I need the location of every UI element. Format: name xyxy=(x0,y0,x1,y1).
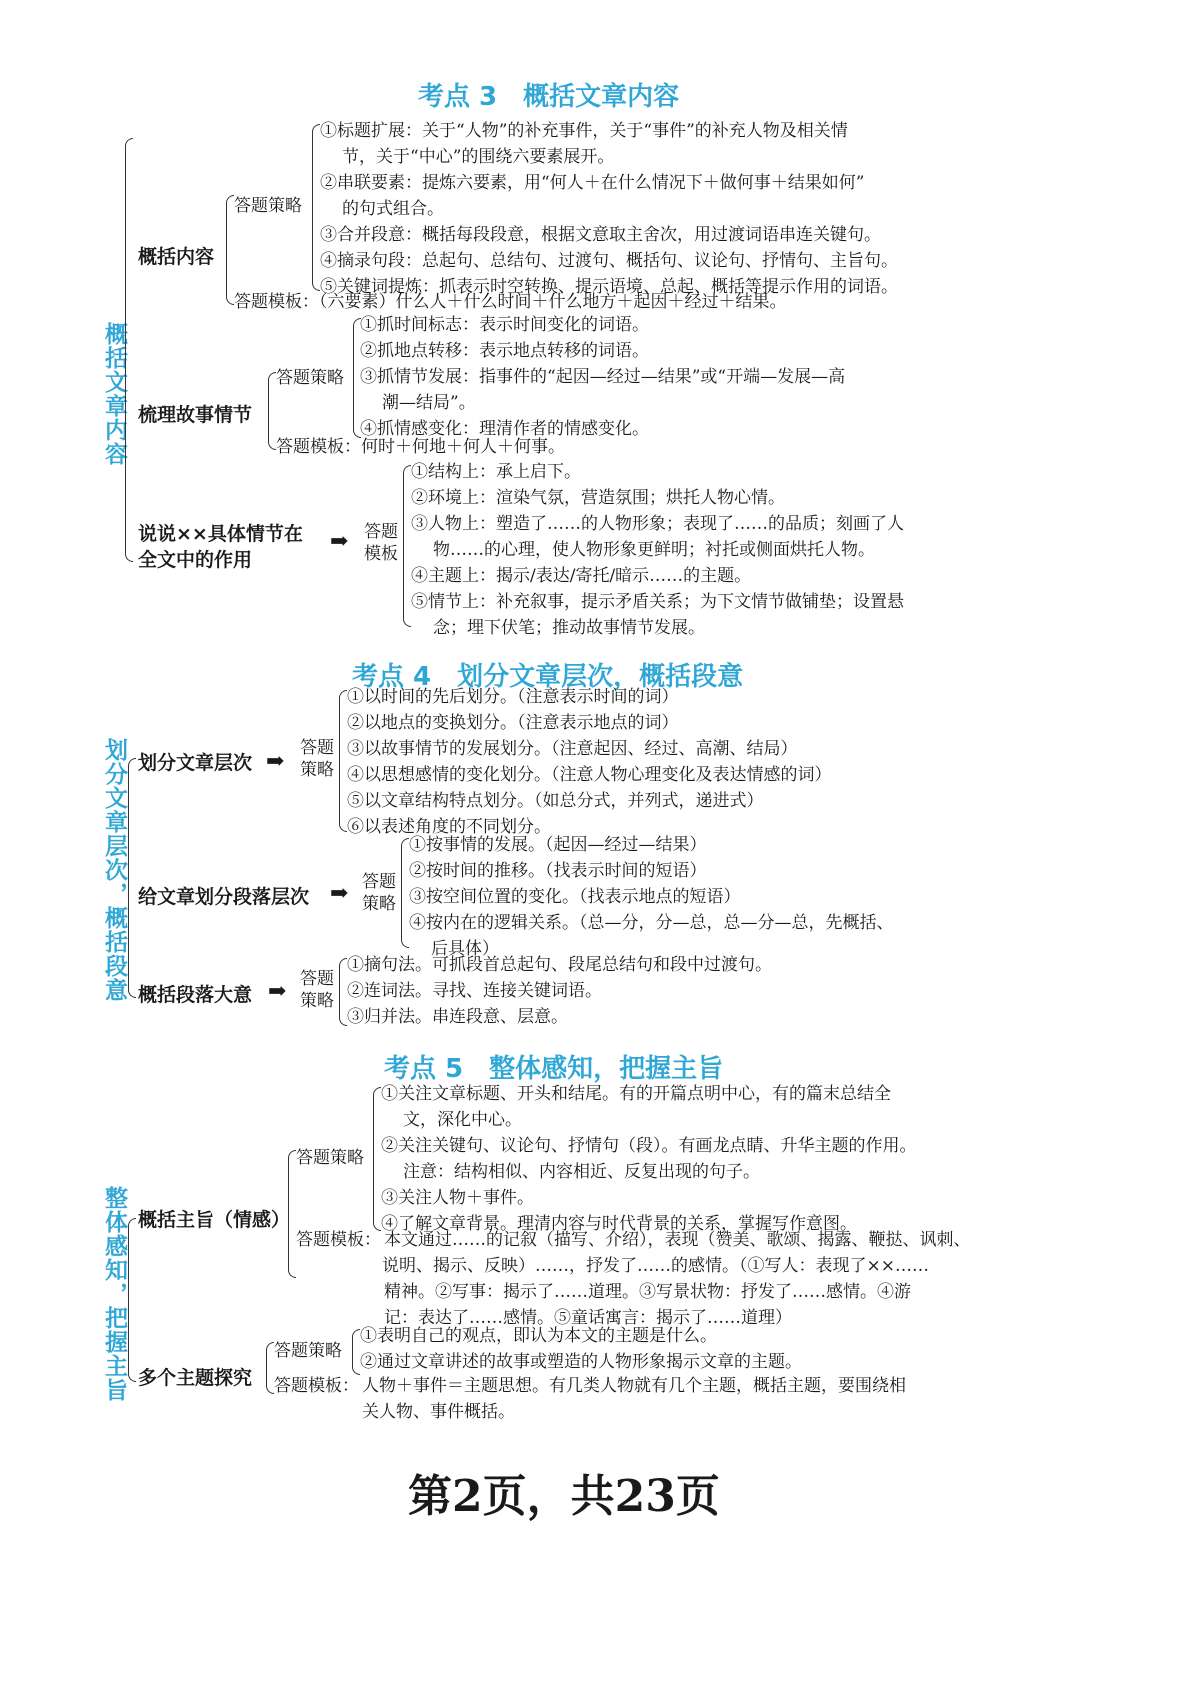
list-item: ⑤以文章结构特点划分。（如总分式，并列式，递进式） xyxy=(347,791,764,811)
plot-strategy-list xyxy=(360,312,845,442)
label-line: 答题 xyxy=(364,522,398,542)
theme-summary-brace xyxy=(288,1150,296,1278)
list-item: ③人物上：塑造了……的人物形象；表现了……的品质；刻画了人 xyxy=(411,514,904,534)
list-item: ④按内在的逻辑关系。（总—分，分—总，总—分—总，先概括、 xyxy=(409,913,894,933)
list-item: 节，关于“中心”的围绕六要素展开。 xyxy=(342,147,615,167)
template-line: 关人物、事件概括。 xyxy=(362,1402,515,1422)
arrow-right-icon: ➡ xyxy=(268,978,287,1004)
list-item: ④以思想感情的变化划分。（注意人物心理变化及表达情感的词） xyxy=(347,765,832,785)
list-item: ③按空间位置的变化。（找表示地点的短语） xyxy=(409,887,741,907)
list-item: ②串联要素：提炼六要素，用“何人＋在什么情况下＋做何事＋结果如何” xyxy=(320,173,865,193)
plot-role-label-line2: 全文中的作用 xyxy=(138,549,253,571)
list-item: ④摘录句段：总起句、总结句、过渡句、概括句、议论句、抒情句、主旨句。 xyxy=(320,251,898,271)
paragraph-strategy-label xyxy=(362,871,396,915)
arrow-right-icon: ➡ xyxy=(330,528,349,554)
multi-theme-label: 多个主题探究 xyxy=(138,1367,253,1389)
list-item: ②连词法。寻找、连接关键词语。 xyxy=(347,981,602,1001)
list-item: ①结构上：承上启下。 xyxy=(411,462,581,482)
plot-role-list xyxy=(411,459,904,641)
paragraph-strategy-brace xyxy=(401,838,409,948)
list-item: ①摘句法。可抓段首总起句、段尾总结句和段中过渡句。 xyxy=(347,955,772,975)
section-3-title: 考点 3 概括文章内容 xyxy=(418,82,680,112)
list-item: ②通过文章讲述的故事或塑造的人物形象揭示文章的主题。 xyxy=(360,1352,802,1372)
summary-content-label: 概括内容 xyxy=(138,246,215,268)
list-item: ②抓地点转移：表示地点转移的词语。 xyxy=(360,341,649,361)
summary-strategy-label: 答题策略 xyxy=(234,196,302,216)
section-4-title: 考点 4 划分文章层次，概括段意 xyxy=(352,662,744,692)
plot-strategy-label: 答题策略 xyxy=(276,368,344,388)
multi-theme-strategy-brace xyxy=(352,1329,360,1375)
plot-template: 答题模板：何时＋何地＋何人＋何事。 xyxy=(276,437,565,457)
summary-strategy-list xyxy=(320,118,898,300)
template-line: 人物＋事件＝主题思想。有几类人物就有几个主题，概括主题，要围绕相 xyxy=(362,1376,906,1396)
list-item: ①关注文章标题、开头和结尾。有的开篇点明中心，有的篇末总结全 xyxy=(381,1084,891,1104)
list-item: ④抓情感变化：理清作者的情感变化。 xyxy=(360,419,649,439)
theme-strategy-label: 答题策略 xyxy=(296,1148,364,1168)
label-line: 策略 xyxy=(362,894,396,914)
multi-theme-template-label: 答题模板： xyxy=(274,1376,359,1396)
layer-strategy-list xyxy=(347,684,832,840)
multi-theme-brace xyxy=(266,1342,274,1394)
list-item: ③关注人物＋事件。 xyxy=(381,1188,534,1208)
list-item: ②以地点的变换划分。（注意表示地点的词） xyxy=(347,713,679,733)
section-3-main-brace xyxy=(125,138,133,562)
paragraph-summary-list xyxy=(347,952,772,1030)
arrow-right-icon: ➡ xyxy=(266,748,285,774)
plot-role-template-label xyxy=(364,521,398,565)
list-item: ②环境上：渲染气氛，营造氛围；烘托人物心情。 xyxy=(411,488,785,508)
list-item: 潮—结局”。 xyxy=(382,393,476,413)
section-5-title: 考点 5 整体感知，把握主旨 xyxy=(384,1054,724,1084)
section-3-side-title: 概括文章内容 xyxy=(101,322,127,466)
plot-role-label-line1: 说说××具体情节在 xyxy=(138,523,303,545)
template-line: 本文通过……的记叙（描写、介绍），表现（赞美、歌颂、揭露、鞭挞、讽刺、 xyxy=(384,1230,971,1250)
multi-theme-strategy-label: 答题策略 xyxy=(274,1341,342,1361)
template-line: 记：表达了……感情。⑤童话寓言：揭示了……道理） xyxy=(384,1308,792,1328)
list-item: ⑤关键词提炼：抓表示时空转换、提示语境、总起、概括等提示作用的词语。 xyxy=(320,277,898,297)
list-item: ②按时间的推移。（找表示时间的短语） xyxy=(409,861,707,881)
layer-strategy-label xyxy=(300,737,334,781)
list-item: ①标题扩展：关于“人物”的补充事件，关于“事件”的补充人物及相关情 xyxy=(320,121,848,141)
page-number-footer: 第2页，共23页 xyxy=(408,1471,720,1522)
paragraph-summary-strategy-label xyxy=(300,968,334,1012)
multi-theme-strategy-list xyxy=(360,1323,802,1375)
list-item: 物……的心理，使人物形象更鲜明；衬托或侧面烘托人物。 xyxy=(433,540,875,560)
arrow-right-icon: ➡ xyxy=(330,880,349,906)
theme-summary-label: 概括主旨（情感） xyxy=(138,1209,291,1231)
list-item: ①按事情的发展。（起因—经过—结果） xyxy=(409,835,707,855)
list-item: ⑥以表述角度的不同划分。 xyxy=(347,817,551,837)
summary-content-brace xyxy=(226,195,234,305)
label-line: 答题 xyxy=(362,872,396,892)
plot-role-brace xyxy=(403,465,411,627)
theme-template-text xyxy=(384,1227,971,1331)
section-5-side-title: 整体感知，把握主旨 xyxy=(101,1186,127,1402)
list-item: 注意：结构相似、内容相近、反复出现的句子。 xyxy=(403,1162,760,1182)
list-item: ①表明自己的观点，即认为本文的主题是什么。 xyxy=(360,1326,717,1346)
template-line: 说明、揭示、反映）……，抒发了……的感情。（①写人：表现了××…… xyxy=(382,1256,929,1276)
list-item: 文，深化中心。 xyxy=(403,1110,522,1130)
multi-theme-template-text xyxy=(362,1373,906,1425)
label-line: 策略 xyxy=(300,991,334,1011)
theme-template-label: 答题模板： xyxy=(296,1230,381,1250)
paragraph-summary-label: 概括段落大意 xyxy=(138,984,253,1006)
list-item: 后具体） xyxy=(431,939,499,959)
template-line: 精神。②写事：揭示了……道理。③写景状物：抒发了……感情。④游 xyxy=(384,1282,911,1302)
paragraph-strategy-list xyxy=(409,832,894,962)
layer-strategy-brace xyxy=(339,690,347,832)
list-item: ③合并段意：概括每段段意，根据文意取主舍次，用过渡词语串连关键句。 xyxy=(320,225,881,245)
list-item: ③归并法。串连段意、层意。 xyxy=(347,1007,568,1027)
section-4-side-title: 划分文章层次，概括段意 xyxy=(101,738,127,1002)
theme-strategy-list xyxy=(381,1081,917,1237)
paragraph-divide-label: 给文章划分段落层次 xyxy=(138,886,310,908)
list-item: ③抓情节发展：指事件的“起因—经过—结果”或“开端—发展—高 xyxy=(360,367,846,387)
plot-outline-label: 梳理故事情节 xyxy=(138,404,253,426)
label-line: 答题 xyxy=(300,738,334,758)
label-line: 策略 xyxy=(300,760,334,780)
list-item: ⑤情节上：补充叙事，提示矛盾关系；为下文情节做铺垫；设置悬 xyxy=(411,592,904,612)
list-item: 念；埋下伏笔；推动故事情节发展。 xyxy=(433,618,705,638)
theme-strategy-brace xyxy=(373,1087,381,1231)
list-item: ①抓时间标志：表示时间变化的词语。 xyxy=(360,315,649,335)
paragraph-summary-brace xyxy=(339,958,347,1026)
section-5-main-brace xyxy=(128,1218,136,1382)
label-line: 模板 xyxy=(364,544,398,564)
list-item: 的句式组合。 xyxy=(342,199,444,219)
list-item: ②关注关键句、议论句、抒情句（段）。有画龙点睛、升华主题的作用。 xyxy=(381,1136,917,1156)
summary-template: 答题模板：（六要素）什么人＋什么时间＋什么地方＋起因＋经过＋结果。 xyxy=(234,292,787,312)
section-4-main-brace xyxy=(128,758,136,998)
list-item: ③以故事情节的发展划分。（注意起因、经过、高潮、结局） xyxy=(347,739,798,759)
list-item: ①以时间的先后划分。（注意表示时间的词） xyxy=(347,687,679,707)
layer-divide-label: 划分文章层次 xyxy=(138,752,253,774)
list-item: ④了解文章背景。理清内容与时代背景的关系，掌握写作意图。 xyxy=(381,1214,857,1234)
label-line: 答题 xyxy=(300,969,334,989)
summary-strategy-brace xyxy=(312,124,320,291)
plot-role-label xyxy=(138,521,303,573)
plot-outline-brace xyxy=(268,372,276,450)
list-item: ④主题上：揭示/表达/寄托/暗示……的主题。 xyxy=(411,566,752,586)
